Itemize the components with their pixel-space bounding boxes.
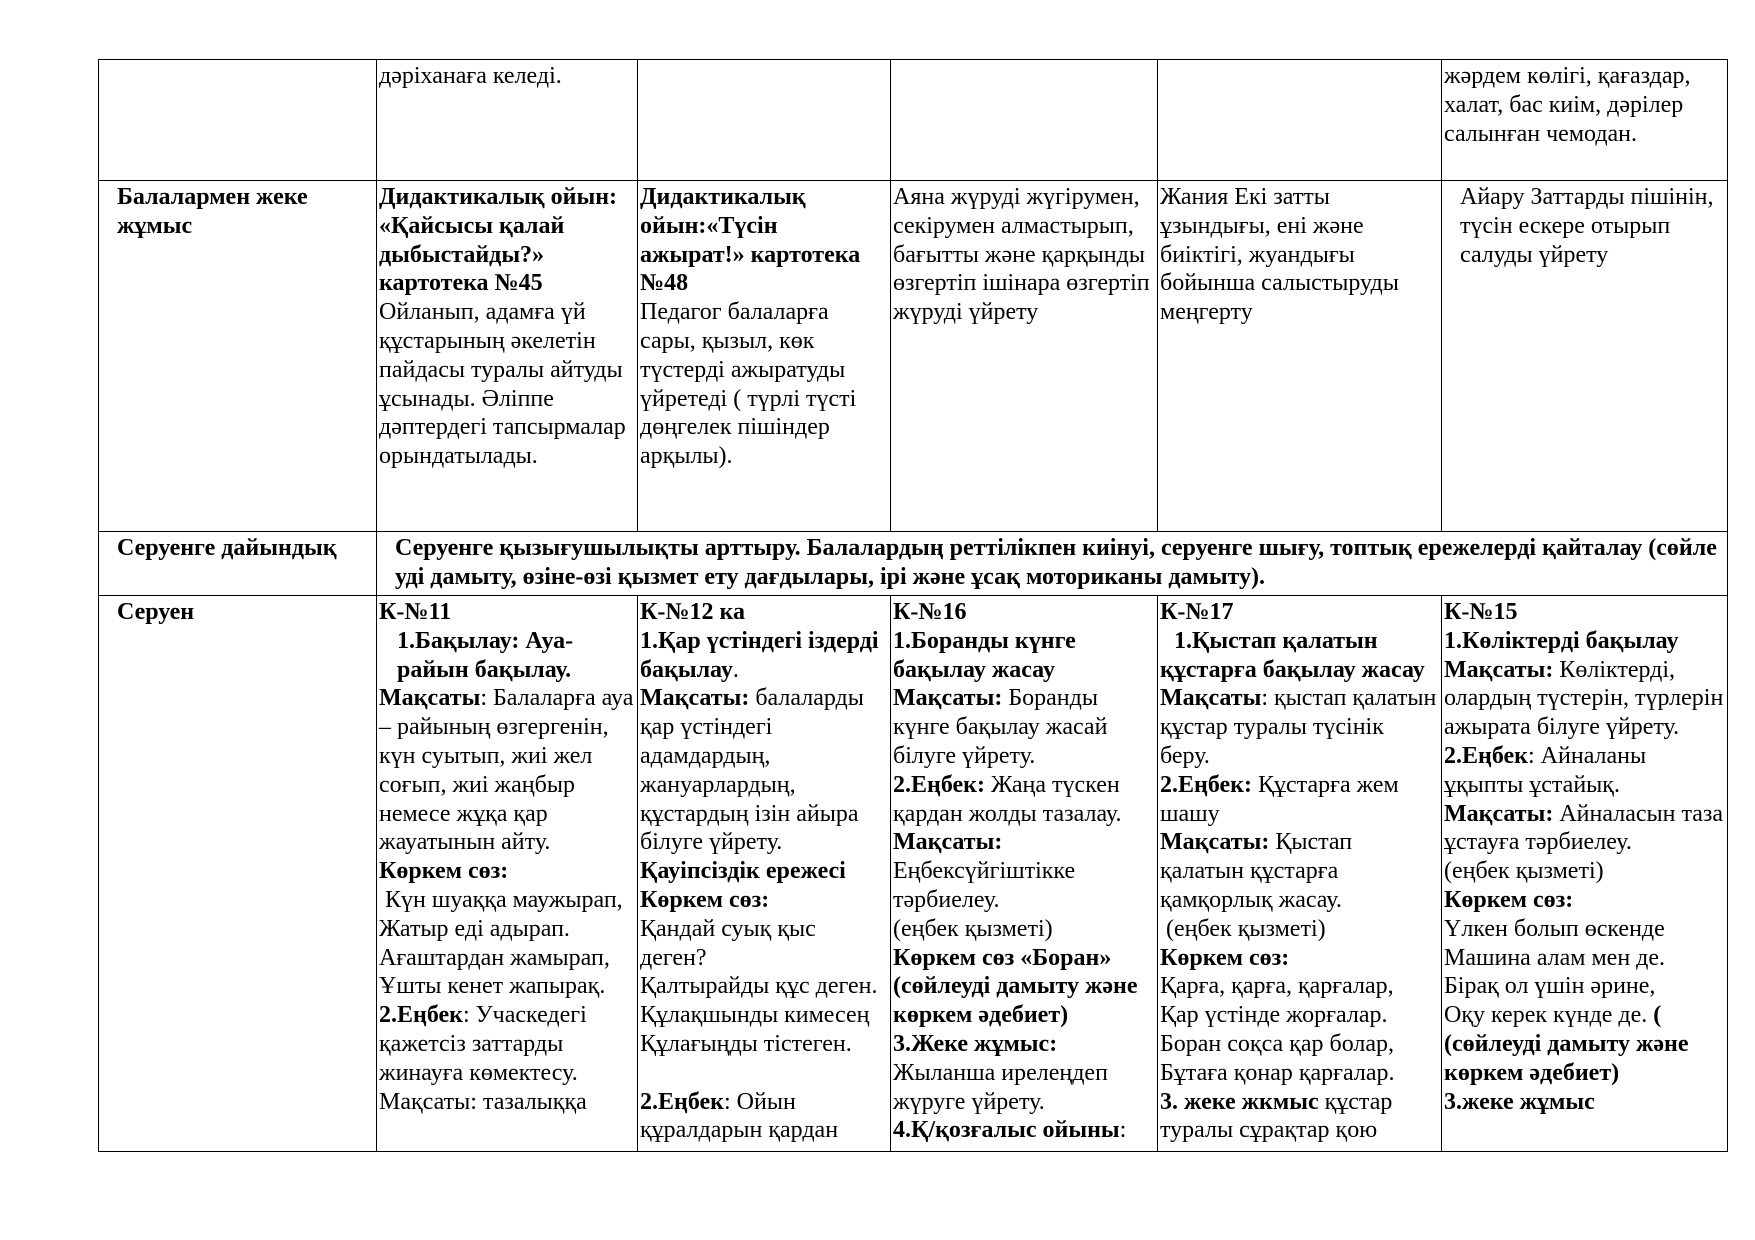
work: 2.Еңбек: Учаскедегі қажетсіз заттарды жинауға көмектесу. bbox=[379, 1002, 587, 1086]
goal-2: Мақсаты: Айналасын таза ұстауға тәрбиелеу. bbox=[1444, 800, 1724, 856]
plan-page bbox=[98, 59, 1727, 1152]
safety-rule: Қауіпсіздік ережесі bbox=[640, 858, 846, 885]
poem-line: Қар үстінде жорғалар. bbox=[1160, 1002, 1388, 1029]
work: 2.Еңбек: Құстарға жем шашу bbox=[1160, 771, 1399, 827]
poem-line: Оқу керек күнде де. ( bbox=[1444, 1002, 1662, 1029]
speech-label: Көркем сөз: bbox=[1444, 886, 1574, 913]
speech-label: Көркем сөз: bbox=[379, 858, 509, 885]
poem-line: Бірақ ол үшін әрине, bbox=[1444, 973, 1656, 1000]
poem-line: Ағаштардан жамырап, bbox=[379, 944, 610, 971]
speech-note: (сөйлеуді дамыту және көркем әдебиет) bbox=[1444, 1030, 1689, 1086]
table-row-prep bbox=[99, 532, 1728, 596]
game-title: Дидактикалық ойын:«Түсін ажырат!» картотека №48 bbox=[640, 184, 861, 297]
poem-line: Құлағыңды тістеген. bbox=[640, 1030, 852, 1057]
cell-top-5: жәрдем көлігі, қағаздар, халат, бас киім, дәрілер салынған чемодан. bbox=[1442, 60, 1728, 181]
cell-top-3 bbox=[891, 60, 1158, 181]
cell-individual-5: Айару Заттарды пішінін, түсін ескере отырып салуды үйрету bbox=[1442, 181, 1728, 532]
cell-individual-1 bbox=[377, 181, 638, 532]
cell-individual-3: Аяна жүруді жүгірумен, секірумен алмастырып, бағытты және қарқынды өзгертіп ішінара өзгертіп жүруді үйрету bbox=[891, 181, 1158, 532]
row-label-prep: Серуенге дайындық bbox=[99, 532, 377, 596]
speech: Көркем сөз «Боран» (сөйлеуді дамыту және көркем әдебиет) bbox=[893, 944, 1138, 1029]
table-row-individual bbox=[99, 181, 1728, 532]
goal: Мақсаты: балаларды қар үстіндегі адамдардың, жануарлардың, құстардың ізін айыра білуге үйрету. bbox=[640, 685, 864, 856]
card-number: К-№15 bbox=[1444, 599, 1518, 625]
prep-text: Серуенге қызығушылықты арттыру. Балалардың реттілікпен киінуі, серуенге шығу, топтық ережелерді қайталау (сөйлеуді дамыту, өзіне-өзі қызмет ету дағдылары, ірі және ұсақ моториканы дамыту). bbox=[377, 532, 1728, 596]
observation-title: 1.Бақылау: Ауа-райын бақылау. bbox=[397, 627, 574, 683]
work: 2.Еңбек: Айналаны ұқыпты ұстайық. bbox=[1444, 742, 1647, 798]
spacer bbox=[640, 1059, 888, 1088]
speech-label: Көркем сөз: bbox=[1160, 944, 1290, 971]
poem-line: Машина алам мен де. bbox=[1444, 944, 1666, 971]
goal-2: Мақсаты: тазалыққа bbox=[379, 1088, 587, 1115]
goal: Мақсаты: Балаларға ауа – райының өзгергенін, күн суытып, жиі жел соғып, жиі жаңбыр немесе жұқа қар жауатынын айту. bbox=[379, 685, 634, 856]
cell-individual-4: Жания Екі затты ұзындығы, ені және биіктігі, жуандығы бойынша салыстыруды меңгерту bbox=[1158, 181, 1442, 532]
row-label-individual: Балалармен жеке жұмыс bbox=[99, 181, 377, 532]
game-text: Ойланып, адамға үй құстарының әкелетін пайдасы туралы айтуды ұсынады. Әліппе дәптердегі тапсырмалар орындатылады. bbox=[379, 299, 626, 470]
cell-walk-5 bbox=[1442, 596, 1728, 1152]
poem-line: Ұшты кенет жапырақ. bbox=[379, 973, 606, 1000]
goal-2: Мақсаты: Қыстап қалатын құстарға қамқорлық жасау. bbox=[1160, 829, 1353, 913]
poem-line: Қарға, қарға, қарғалар, bbox=[1160, 973, 1394, 1000]
goal: Мақсаты: қыстап қалатын құстар туралы түсінік беру. bbox=[1160, 685, 1437, 769]
card-number: К-№16 bbox=[893, 599, 967, 625]
poem-line: Күн шуаққа маужырап, bbox=[385, 886, 623, 913]
poem-line: Құлақшынды кимесең bbox=[640, 1002, 870, 1029]
cell-walk-1 bbox=[377, 596, 638, 1152]
cell-top-2 bbox=[638, 60, 891, 181]
goal-2-text: Еңбексүйгіштікке тәрбиелеу. bbox=[893, 858, 1076, 913]
table-row-top bbox=[99, 60, 1728, 181]
individual: 3.жеке жұмыс bbox=[1444, 1088, 1595, 1115]
row-label-walk: Серуен bbox=[99, 596, 377, 1152]
table-row-walk bbox=[99, 596, 1728, 1152]
poem-line: Қандай суық қыс деген? bbox=[640, 915, 816, 971]
goal-2-note: (еңбек қызметі) bbox=[1444, 858, 1604, 885]
speech-label: Көркем сөз: bbox=[640, 886, 770, 913]
goal: Мақсаты: Көліктерді, олардың түстерін, түрлерін ажырата білуге үйрету. bbox=[1444, 656, 1724, 741]
cell-walk-4 bbox=[1158, 596, 1442, 1152]
individual-label: 3.Жеке жұмыс: bbox=[893, 1030, 1058, 1057]
goal-2-note: (еңбек қызметі) bbox=[893, 915, 1053, 942]
poem-line: Бұтаға қонар қарғалар. bbox=[1160, 1059, 1395, 1086]
goal-2-label: Мақсаты: bbox=[893, 829, 1003, 856]
observation-title: 1.Қар үстіндегі іздерді бақылау. bbox=[640, 627, 879, 683]
game-text: Педагог балаларға сары, қызыл, көк түстерді ажыратуды үйретеді ( түрлі түсті дөңгелек пішіндер арқылы). bbox=[640, 299, 857, 470]
observation-title: 1.Көліктерді бақылау bbox=[1444, 627, 1679, 654]
goal: Мақсаты: Боранды күнге бақылау жасай білуге үйрету. bbox=[893, 685, 1108, 769]
poem-line: Үлкен болып өскенде bbox=[1444, 915, 1665, 942]
cell-walk-3 bbox=[891, 596, 1158, 1152]
work: 2.Еңбек: Ойын құралдарын қардан bbox=[640, 1088, 839, 1144]
individual: 3. жеке жкмыс құстар туралы сұрақтар қою bbox=[1160, 1088, 1393, 1144]
poem-line: Қалтырайды құс деген. bbox=[640, 973, 878, 1000]
observation-title: 1.Боранды күнге бақылау жасау bbox=[893, 627, 1076, 683]
row-label-empty bbox=[99, 60, 377, 181]
poem-line: Жатыр еді адырап. bbox=[379, 915, 570, 942]
cell-top-1: дәріханаға келеді. bbox=[377, 60, 638, 181]
card-number: К-№11 bbox=[379, 599, 452, 625]
card-number: К-№12 ка bbox=[640, 599, 745, 625]
poem-line: Боран соқса қар болар, bbox=[1160, 1030, 1395, 1057]
observation-title: 1.Қыстап қалатын құстарға бақылау жасау bbox=[1160, 627, 1425, 683]
goal-2-note: (еңбек қызметі) bbox=[1166, 915, 1326, 942]
daily-plan-table bbox=[98, 59, 1728, 1152]
cell-walk-2 bbox=[638, 596, 891, 1152]
individual-text: Жыланша ирелеңдеп жүруге үйрету. bbox=[893, 1059, 1108, 1115]
work: 2.Еңбек: Жаңа түскен қардан жолды тазалау. bbox=[893, 771, 1122, 827]
card-number: К-№17 bbox=[1160, 599, 1234, 625]
cell-individual-2 bbox=[638, 181, 891, 532]
game: 4.Қ/қозғалыс ойыны: bbox=[893, 1117, 1127, 1144]
game-title: Дидактикалық ойын: «Қайсысы қалай дыбыстайды?» картотека №45 bbox=[379, 184, 618, 297]
cell-top-4 bbox=[1158, 60, 1442, 181]
